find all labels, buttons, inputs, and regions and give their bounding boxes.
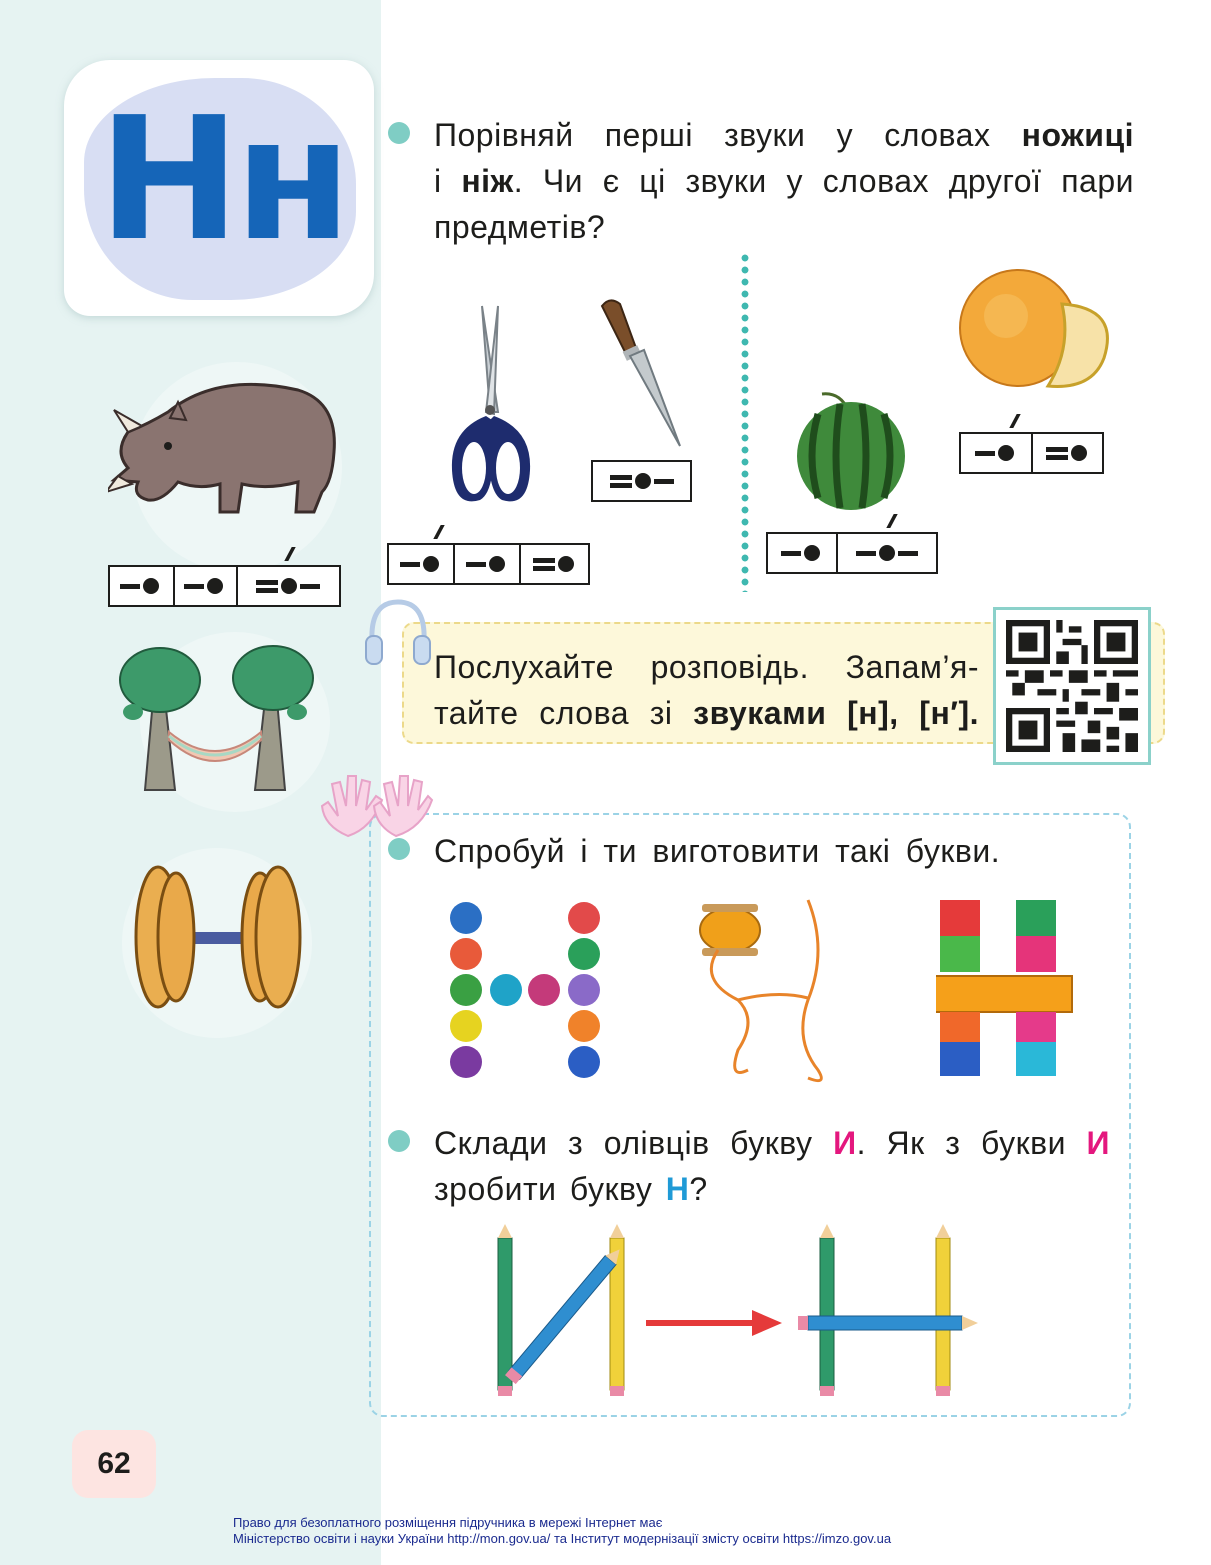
scissors-picture	[440, 300, 540, 512]
knife-scheme	[591, 460, 692, 502]
task1-text: Порівняй перші звуки у словах ножиці і ніж. Чи є ці звуки у словах другої пари предметів?	[434, 117, 1135, 245]
letter-heading: Нн	[98, 81, 346, 279]
footer-line2: Міністерство освіти і науки України http://mon.gov.ua/ та Інститут модернізації змісту освіти https://imzo.gov.ua	[233, 1531, 892, 1546]
footer-note	[233, 1515, 891, 1547]
bullet-task1	[388, 122, 410, 144]
qr-code-frame[interactable]	[993, 607, 1151, 765]
knife-picture	[600, 296, 682, 452]
rhino-scheme	[108, 565, 341, 607]
melon-picture	[952, 268, 1112, 392]
divider-dotted	[741, 252, 749, 592]
dumbbell-picture	[128, 862, 308, 1012]
rhino-picture	[108, 372, 340, 522]
bullet-task3	[388, 1130, 410, 1152]
buttons-letter-picture	[444, 896, 610, 1086]
pencils-picture	[490, 1222, 990, 1408]
bullet-task2	[388, 838, 410, 860]
task3-text: Склади з олівців букву И. Як з букви И зробити букву Н?	[434, 1125, 1110, 1207]
qr-code[interactable]	[996, 610, 1148, 762]
scissors-scheme	[387, 543, 590, 585]
melon-scheme	[959, 432, 1104, 474]
thread-letter-picture	[668, 890, 846, 1090]
task2-text: Спробуй і ти виготовити такі букви.	[434, 833, 1001, 869]
watermelon-scheme	[766, 532, 938, 574]
watermelon-picture	[788, 390, 914, 512]
footer-line1: Право для безоплатного розміщення підручника в мережі Інтернет має	[233, 1515, 663, 1530]
audio-text: Послухайте розповідь. Запам’я- тайте слова зі звуками [н], [н′].	[434, 649, 980, 731]
hammock-picture	[115, 640, 315, 800]
hands-icon	[318, 766, 434, 838]
headphones-icon	[362, 596, 432, 676]
blocks-letter-picture	[936, 896, 1076, 1080]
page-number: 62	[72, 1430, 156, 1498]
